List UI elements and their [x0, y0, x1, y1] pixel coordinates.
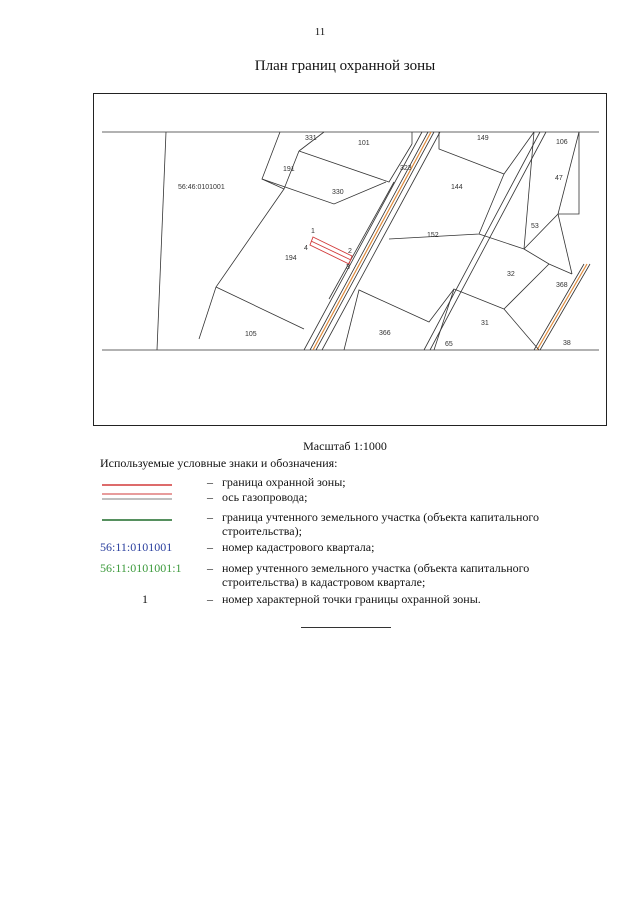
point-label-3: 3	[346, 264, 350, 271]
map-plan	[93, 93, 607, 426]
parcel-label: 331	[305, 135, 317, 142]
parcel-label: 47	[555, 175, 563, 182]
parcel-label: 38	[563, 340, 571, 347]
legend-text: номер характерной точки границы охранной зоны.	[222, 592, 481, 606]
gas-pipeline-axis-2	[537, 264, 587, 350]
quarter-boundary	[157, 132, 166, 350]
legend-heading: Используемые условные знаки и обозначения:	[100, 456, 338, 470]
parcel-label: 368	[556, 282, 568, 289]
parcel-label: 53	[531, 223, 539, 230]
legend-symbol-green-line	[100, 510, 210, 524]
point-label-1: 1	[311, 228, 315, 235]
quarter-label: 56:46:0101001	[178, 184, 225, 191]
parcel-label: 194	[285, 255, 297, 262]
parcel-label: 191	[283, 166, 295, 173]
legend-dash: –	[207, 592, 213, 606]
protection-zone-boundary	[310, 237, 352, 264]
road-lines	[304, 132, 590, 350]
legend-dash: –	[207, 510, 213, 524]
parcel-label: 101	[358, 140, 370, 147]
parcel-label: 31	[481, 320, 489, 327]
parcel-label: 105	[245, 331, 257, 338]
legend-symbol-parcel-number: 56:11:0101001:1	[100, 561, 182, 575]
parcel-label: 106	[556, 139, 568, 146]
parcel-label: 366	[379, 330, 391, 337]
end-rule	[301, 627, 391, 628]
document-title: План границ охранной зоны	[254, 58, 436, 74]
legend-dash: –	[207, 475, 213, 489]
legend-symbol-point-number: 1	[142, 592, 148, 606]
point-label-2: 2	[348, 248, 352, 255]
point-label-4: 4	[304, 245, 308, 252]
legend-text: граница охранной зоны;	[222, 475, 346, 489]
scale-label: Масштаб 1:1000	[303, 439, 387, 453]
legend-text: граница учтенного земельного участка (объекта капитального строительства);	[222, 510, 540, 538]
legend-symbol-quarter-number: 56:11:0101001	[100, 540, 173, 554]
parcel-label: 32	[507, 271, 515, 278]
parcel-label: 65	[445, 341, 453, 348]
parcel-label: 323	[400, 165, 412, 172]
parcel-outlines	[199, 132, 579, 350]
cadastral-map	[94, 94, 606, 425]
legend-text: номер учтенного земельного участка (объекта капитального строительства) в кадастровом квартале;	[222, 561, 530, 589]
parcel-label: 149	[477, 135, 489, 142]
legend-dash: –	[207, 561, 213, 575]
parcel-label: 330	[332, 189, 344, 196]
parcel-label: 144	[451, 184, 463, 191]
legend-text: номер кадастрового квартала;	[222, 540, 375, 554]
parcel-label: 152	[427, 232, 439, 239]
legend-dash: –	[207, 540, 213, 554]
legend-symbol-pipeline	[100, 490, 210, 504]
legend-symbol-red-line	[100, 475, 210, 489]
gas-pipeline-axis	[313, 132, 431, 350]
page-number: 11	[314, 26, 326, 38]
legend-dash: –	[207, 490, 213, 504]
legend-text: ось газопровода;	[222, 490, 308, 504]
